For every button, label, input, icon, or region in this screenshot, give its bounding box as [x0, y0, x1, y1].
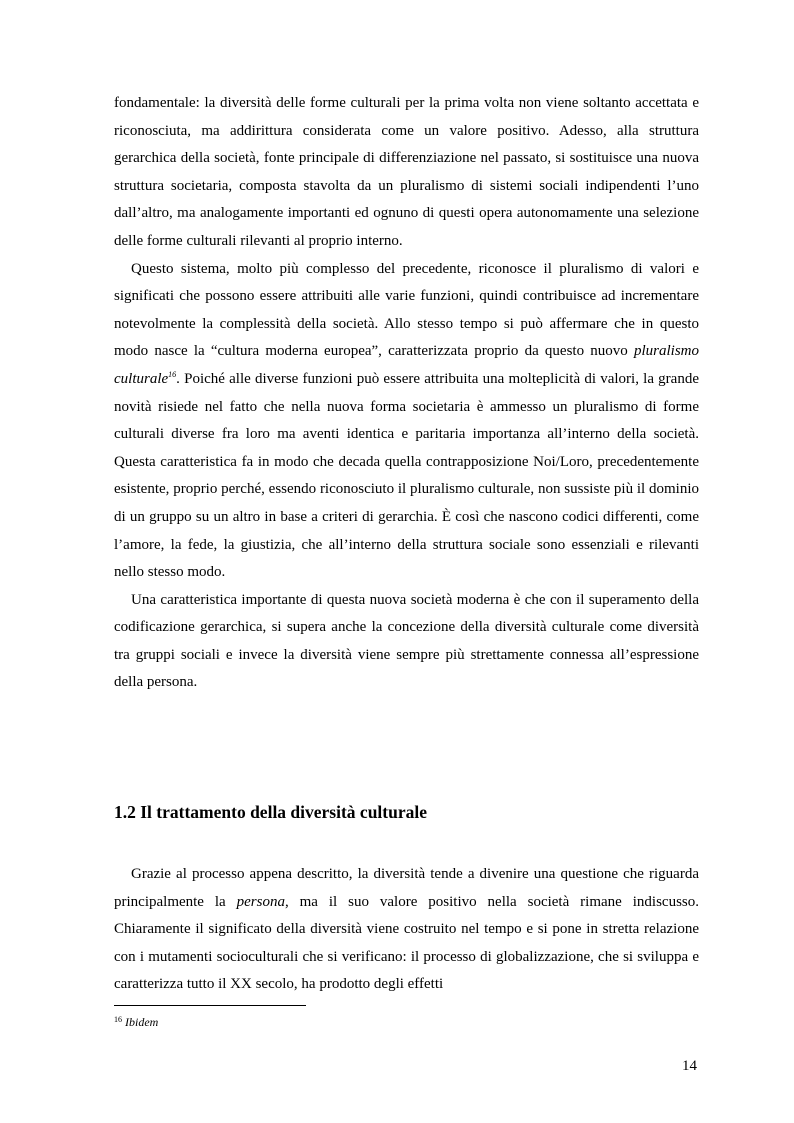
paragraph-4-emphasis: persona: [236, 893, 285, 910]
footnote-number: 16: [114, 1015, 122, 1024]
footnote-text: Ibidem: [125, 1015, 159, 1029]
paragraph-2: [114, 256, 699, 587]
footnote: [114, 1012, 158, 1030]
section-body: [114, 861, 699, 999]
page-number: 14: [682, 1058, 697, 1074]
footnote-reference[interactable]: 16: [168, 369, 177, 379]
paragraph-3: Una caratteristica importante di questa nuova società moderna è che con il superamento della codificazione gerarchica, si supera anche la concezione della diversità culturale come diversità tra gruppi sociali e invece la diversità viene sempre più strettamente connessa all’espressione della persona.: [114, 591, 699, 691]
paragraph-4: [114, 861, 699, 999]
paragraph-4-text-a: Grazie al processo appena descritto, la diversità tende a divenire una questione che riguarda principalmente la: [114, 866, 699, 910]
footnote-separator: [114, 1005, 306, 1006]
paragraph-4-text-b: , ma il suo valore positivo nella società rimane indiscusso. Chiaramente il significato della diversità viene costruito nel tempo e si pone in stretta relazione con i mutamenti socioculturali che si verificano: il processo di globalizzazione, che si sviluppa e caratterizza tutto il XX secolo, ha prodotto degli effetti: [114, 893, 699, 993]
paragraph-1: fondamentale: la diversità delle forme culturali per la prima volta non viene soltanto accettata e riconosciuta, ma addirittura considerata come un valore positivo. Adesso, alla struttura gerarchica della società, fonte principale di differenziazione nel passato, si sostituisce una nuova struttura societaria, composta stavolta da un pluralismo di sistemi sociali indipendenti l’uno dall’altro, ma analogamente importanti ed ognuno di questi opera autonomamente una selezione delle forme culturali rilevanti al proprio interno.: [114, 95, 699, 249]
paragraph-2-emphasis: pluralismo culturale: [114, 343, 699, 387]
paragraph-2-text-b: . Poiché alle diverse funzioni può essere attribuita una molteplicità di valori, la grande novità risiede nel fatto che nella nuova forma societaria è ammesso un pluralismo di forme culturali diverse fra loro ma aventi identica e paritaria importanza all’interno della società. Questa caratteristica fa in modo che decada quella contrapposizione Noi/Loro, precedentemente esistente, proprio perché, essendo riconosciuto il pluralismo culturale, non sussiste più il dominio di un gruppo su un altro in base a criteri di gerarchia. È così che nascono codici differenti, come l’amore, la fede, la giustizia, che all’interno della struttura sociale sono essenziali e rilevanti nello stesso modo.: [114, 370, 699, 581]
body-text: [114, 90, 699, 697]
section-heading: 1.2 Il trattamento della diversità culturale: [114, 802, 428, 822]
paragraph-2-text-a: Questo sistema, molto più complesso del precedente, riconosce il pluralismo di valori e significati che possono essere attribuiti alle varie funzioni, quindi contribuisce ad incrementare notevolmente la complessità della società. Allo stesso tempo si può affermare che in questo modo nasce la “cultura moderna europea”, caratterizzata proprio da questo nuovo: [114, 260, 699, 360]
